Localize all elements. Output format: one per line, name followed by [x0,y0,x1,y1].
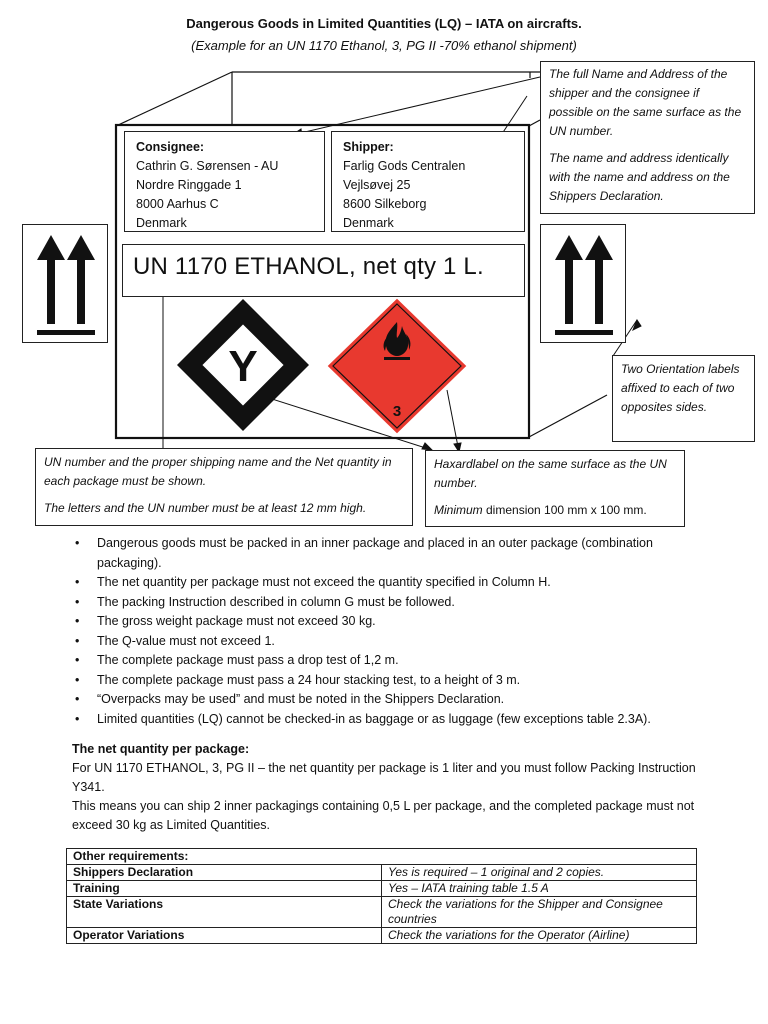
table-cell-key: Operator Variations [67,928,382,944]
table-row [67,897,697,928]
consignee-line: Nordre Ringgade 1 [136,178,242,192]
requirements-bullet-list [72,534,692,729]
shipper-line: Farlig Gods Centralen [343,159,466,173]
note-hazard-label [425,450,685,527]
other-requirements-table [66,848,697,944]
consignee-line: Cathrin G. Sørensen - AU [136,159,279,173]
table-cell-value: Yes – IATA training table 1.5 A [382,881,697,897]
table-cell-value: Check the variations for the Operator (Airline) [382,928,697,944]
table-cell-key: Shippers Declaration [67,865,382,881]
consignee-line: 8000 Aarhus C [136,197,219,211]
list-item: • “Overpacks may be used” and must be noted in the Shippers Declaration. [72,690,692,710]
table-cell-value: Yes is required – 1 original and 2 copies. [382,865,697,881]
note-address-p2: The name and address identically with the name and address on the Shippers Declaration. [549,151,730,203]
shipper-line: 8600 Silkeborg [343,197,427,211]
lq-mark-letter: Y [228,342,258,391]
note-orientation: Two Orientation labels affixed to each of two opposites sides. [612,355,755,442]
page-subtitle: (Example for an UN 1170 Ethanol, 3, PG II -70% ethanol shipment) [191,38,577,53]
note-un-number-p2: The letters and the UN number must be at least 12 mm high. [44,501,367,515]
note-un-number-p1: UN number and the proper shipping name and the Net quantity in each package must be shown. [44,455,392,488]
shipper-line: Denmark [343,216,394,230]
shipper-address-box [331,131,525,232]
table-row [67,928,697,944]
shipper-heading: Shipper: [343,140,394,154]
note-address [540,61,755,214]
note-hazard-p1: Haxardlabel on the same surface as the UN number. [434,457,667,490]
list-item: • The net quantity per package must not exceed the quantity specified in Column H. [72,573,692,593]
note-hazard-minimum: Minimum [434,503,483,517]
list-item: • The complete package must pass a drop test of 1,2 m. [72,651,692,671]
un-number-label: UN 1170 ETHANOL, net qty 1 L. [122,244,525,297]
net-quantity-paragraph-2: This means you can ship 2 inner packagings containing 0,5 L per package, and the completed package must not exceed 30 kg as Limited Quantities. [72,799,695,832]
table-header: Other requirements: [67,849,697,865]
shipper-line: Vejlsøvej 25 [343,178,411,192]
note-un-number [35,448,413,526]
table-cell-value: Check the variations for the Shipper and Consignee countries [382,897,697,928]
consignee-line: Denmark [136,216,187,230]
list-item: • Limited quantities (LQ) cannot be checked-in as baggage or as luggage (few exceptions table 2.3A). [72,710,692,730]
table-cell-key: Training [67,881,382,897]
orientation-label-left [22,224,108,343]
table-header-row [67,849,697,865]
list-item: • The Q-value must not exceed 1. [72,632,692,652]
net-quantity-heading: The net quantity per package: [72,742,250,756]
consignee-heading: Consignee: [136,140,205,154]
page-title: Dangerous Goods in Limited Quantities (LQ) – IATA on aircrafts. [186,16,582,31]
orientation-label-right [540,224,626,343]
table-cell-key: State Variations [67,897,382,928]
net-quantity-paragraph-1: For UN 1170 ETHANOL, 3, PG II – the net quantity per package is 1 liter and you must follow Packing Instruction Y341. [72,761,696,794]
list-item: • Dangerous goods must be packed in an inner package and placed in an outer package (combination packaging). [72,534,692,573]
lq-y-mark-icon [175,297,311,433]
table-row [67,881,697,897]
note-hazard-dimension: dimension 100 mm x 100 mm. [482,503,647,517]
orientation-arrows-icon [23,225,107,342]
hazard-class-number: 3 [392,403,402,420]
list-item: • The gross weight package must not exceed 30 kg. [72,612,692,632]
orientation-arrows-icon [541,225,625,342]
list-item: • The complete package must pass a 24 hour stacking test, to a height of 3 m. [72,671,692,691]
consignee-address-box [124,131,325,232]
flammable-liquid-hazard-label [324,296,470,436]
net-quantity-section [72,740,712,835]
note-address-p1: The full Name and Address of the shipper and the consignee if possible on the same surface as the UN number. [549,67,742,138]
table-row [67,865,697,881]
list-item: • The packing Instruction described in column G must be followed. [72,593,692,613]
